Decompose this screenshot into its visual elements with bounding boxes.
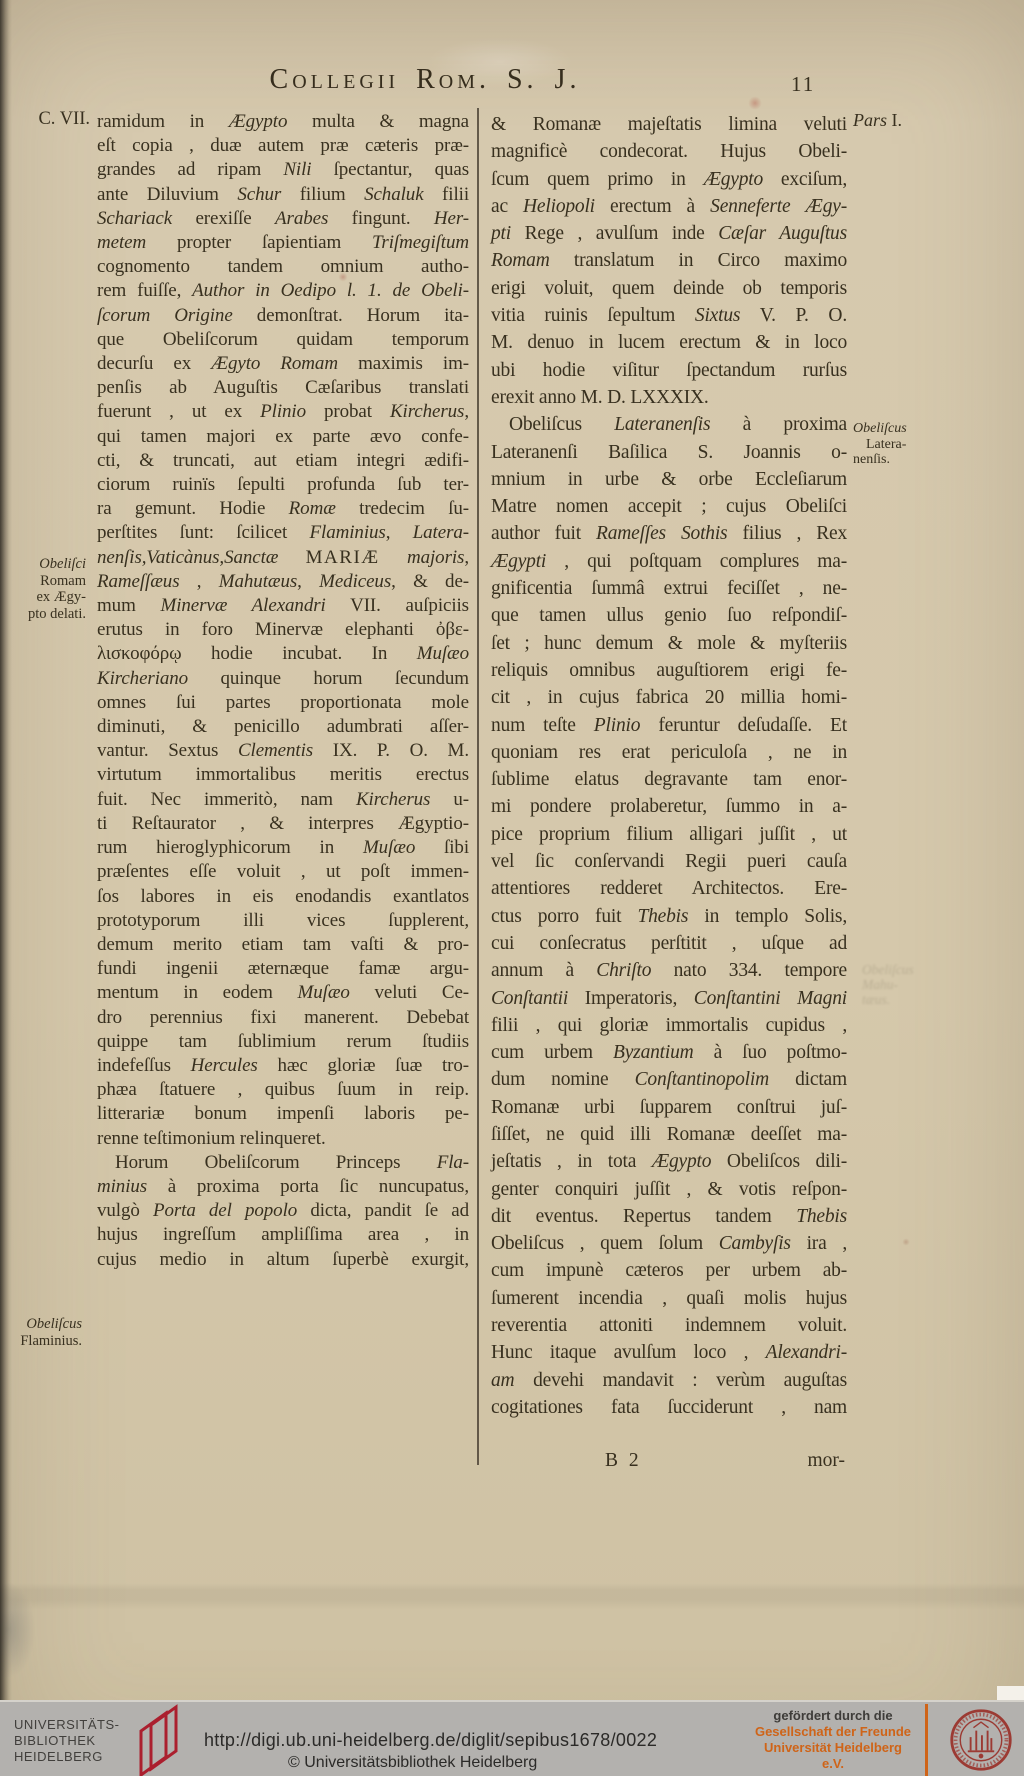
text-line: ſcum quem primo in Ægypto exciſum, xyxy=(491,168,847,190)
text-line: erexit anno M. D. LXXXIX. xyxy=(491,386,709,408)
text-line: renne teſtimonium relinqueret. xyxy=(97,1127,326,1149)
text-line: tæus. xyxy=(862,992,891,1007)
margin-note-obelisci-romam xyxy=(4,556,86,622)
university-seal-icon xyxy=(948,1707,1014,1773)
text-line: eſt copia , duæ autem præ cæteris præ- xyxy=(97,135,469,157)
text-line: minius à proxima porta ſic nuncupatus, xyxy=(97,1175,469,1197)
funding-line: Gesellschaft der Freunde xyxy=(754,1724,912,1739)
library-name xyxy=(14,1717,119,1765)
text-line: pto delati. xyxy=(28,605,86,622)
text-line: Obeliſcus xyxy=(26,1316,82,1332)
text-line: λισκοφόρῳ hodie incubat. In Muſæo xyxy=(97,643,469,665)
text-line: am devehi mandavit : verùm auguſtas xyxy=(491,1369,847,1391)
text-line: ra gemunt. Hodie Romæ tredecim ſu- xyxy=(97,498,470,520)
text-line: attentiores redderet Architectos. Ere- xyxy=(491,878,847,900)
margin-note-bleedthrough xyxy=(862,962,934,1007)
text-line: Obeliſcus xyxy=(862,962,914,977)
text-line: nenſis. xyxy=(853,452,890,467)
text-line: erigi voluit, quem deinde ob temporis xyxy=(491,277,847,299)
text-line: cujus medio in altum ſuperbè exurgit, xyxy=(97,1248,469,1270)
text-line: genter conquiri juſſit , & votis reſpon- xyxy=(491,1178,847,1200)
text-line: Obeliſcus xyxy=(853,421,907,436)
text-line: magnificè condecorat. Hujus Obeli- xyxy=(491,141,847,163)
text-line: reliquis omnibus auguſtiorem erigi fe- xyxy=(491,659,847,681)
library-name-line: BIBLIOTHEK xyxy=(14,1733,96,1748)
text-line: dit eventus. Repertus tandem Thebis xyxy=(491,1205,847,1227)
text-line: & Romanæ majeſtatis limina veluti xyxy=(491,114,847,135)
text-line: cit , in cujus fabrica 20 millia homi- xyxy=(491,687,847,709)
text-line: ſublime elatus degravante tam enor- xyxy=(491,769,847,791)
copyright-line: © Universitätsbibliothek Heidelberg xyxy=(288,1754,538,1771)
text-line: gnificentia ſummâ extrui feciſſet , ne- xyxy=(491,578,847,600)
page-header-title: Collegii Rom. S. J. xyxy=(269,64,581,95)
text-line: ciorum ruinïs ſepulti profunda ſub ter- xyxy=(97,474,469,496)
text-line: ſiſſet, ne quid illi Romanæ deeſſet ma- xyxy=(491,1123,847,1145)
text-line: penſis ab Auguſtis Cæſaribus translati xyxy=(97,377,469,399)
text-line: author fuit Rameſſes Sothis filius , Rex xyxy=(491,523,848,545)
text-line: C. VII. xyxy=(38,109,90,129)
text-line: mentum in eodem Muſæo veluti Ce- xyxy=(97,982,470,1004)
text-column-right xyxy=(491,111,847,1421)
text-line: Romam xyxy=(40,572,86,589)
text-line: mi pondere prolaberetur, ſummo in a- xyxy=(491,796,847,818)
margin-note-chapter xyxy=(26,111,90,128)
signature-mark: B 2 xyxy=(605,1450,642,1471)
text-line: jeſtatis , in tota Ægypto Obeliſcos dili- xyxy=(491,1151,847,1173)
text-line: Lateranenſi Baſilica S. Joannis o- xyxy=(491,441,847,463)
footer-divider xyxy=(925,1704,928,1776)
text-line: cogitationes fata ſucciderunt , nam xyxy=(491,1396,847,1418)
text-line: litterariæ bonum impenſi laboris pe- xyxy=(97,1103,469,1125)
text-line: vantur. Sextus Clementis IX. P. O. M. xyxy=(97,740,469,762)
funding-line: Universität Heidelberg e.V. xyxy=(764,1740,902,1771)
text-line: pti Rege , avulſum inde Cæſar Auguſtus xyxy=(491,223,847,245)
text-line: dro perennius fixi manerent. Debebat xyxy=(97,1006,469,1028)
margin-note-obeliscus-flaminius xyxy=(2,1316,82,1349)
text-line: ac Heliopoli erectum à Senneferte Ægy- xyxy=(491,195,847,217)
text-line: Mahu- xyxy=(862,977,898,992)
text-line: nenſis,Vaticànus,Sanctæ MARIÆ majoris, xyxy=(97,546,469,568)
text-line: cum urbem Byzantium à ſuo poſtmo- xyxy=(491,1042,847,1064)
text-line: dum nomine Conſtantinopolim dictam xyxy=(491,1069,847,1091)
page-number: 11 xyxy=(791,72,816,96)
text-line: que Obeliſcorum quidam temporum xyxy=(97,328,469,350)
margin-note-pars xyxy=(853,112,943,129)
text-line: cum impunè cæteros per urbem ab- xyxy=(491,1260,847,1282)
digitization-url: http://digi.ub.uni-heidelberg.de/diglit/sepibus1678/0022 xyxy=(204,1730,658,1750)
text-line: indefeſſus Hercules hæc gloriæ ſuæ tro- xyxy=(97,1054,469,1076)
text-line: decurſu ex Ægyto Romam maximis im- xyxy=(97,353,469,375)
library-name-line: HEIDELBERG xyxy=(14,1749,103,1764)
text-line: Hunc itaque avulſum loco , Alexandri- xyxy=(491,1342,847,1364)
text-line: diminuti, & penicillo adumbrati aſſer- xyxy=(97,716,469,738)
signature-line xyxy=(491,1450,847,1472)
text-line: num teſte Plinio feruntur deſudaſſe. Et xyxy=(491,714,847,736)
text-line: mnium in urbe & orbe Eccleſiarum xyxy=(491,468,847,490)
text-line: quippe tam ſublimium rerum ſtudiis xyxy=(97,1030,469,1052)
text-line: pice proprium filium alligari juſſit , ut xyxy=(491,823,847,845)
text-line: rum hieroglyphicorum in Muſæo ſibi xyxy=(97,837,469,859)
text-column-left xyxy=(97,110,469,1272)
text-line: ti Reſtaurator , & interpres Ægyptio- xyxy=(97,812,469,834)
text-line: filii , qui gloriæ immortalis cupidus , xyxy=(491,1014,847,1036)
text-line: demum merito etiam tam vaſti & pro- xyxy=(97,933,469,955)
text-line: Kircheriano quinque horum ſecundum xyxy=(97,667,469,689)
text-line: ubi hodie viſitur ſpectandum rurſus xyxy=(491,359,847,381)
text-line: quoniam res erat periculoſa , ne in xyxy=(491,741,847,763)
text-line: ctus porro fuit Thebis in templo Solis, xyxy=(491,905,847,927)
text-line: M. denuo in lucem erectum & in loco xyxy=(491,332,847,354)
margin-note-obeliscus-lateranensis xyxy=(853,421,939,468)
text-line: præſentes eſſe voluit , ut poſt immen- xyxy=(97,861,469,883)
text-line: Obeliſcus , quem ſolum Cambyſis ira , xyxy=(491,1233,847,1255)
text-line: Ægypti , qui poſtquam complures ma- xyxy=(491,550,847,572)
text-line: cui conſecratus perſtitit , uſque ad xyxy=(491,932,847,954)
text-line: virtutum immortalibus meritis erectus xyxy=(97,764,469,786)
text-line: Horum Obeliſcorum Princeps Fla- xyxy=(115,1151,469,1173)
catchword: mor- xyxy=(807,1450,845,1471)
text-line: reverentia attoniti indemnem voluit. xyxy=(491,1315,847,1337)
text-line: Matre nomen accepit ; cujus Obeliſci xyxy=(491,496,847,518)
text-line: qui tamen majori ex parte ævo confe- xyxy=(97,425,469,447)
text-line: Flaminius. xyxy=(20,1332,82,1349)
text-line: annum à Chriſto nato 334. tempore xyxy=(491,960,847,982)
text-line: vulgò Porta del popolo dicta, pandit ſe ad xyxy=(97,1200,470,1222)
column-divider-rule xyxy=(477,108,479,1465)
text-line: ſumerent incendia , quaſi molis hujus xyxy=(491,1287,847,1309)
text-line: perſtites ſunt: ſcilicet Flaminius, Latera- xyxy=(97,522,469,544)
funding-line: gefördert durch die xyxy=(773,1708,893,1723)
text-line: mum Minervæ Alexandri VII. auſpiciis xyxy=(97,595,469,617)
text-line: Conſtantii Imperatoris, Conſtantini Magni xyxy=(491,987,847,1009)
text-line: Romam translatum in Circo maximo xyxy=(491,250,847,272)
text-line: fuit. Nec immeritò, nam Kircherus u- xyxy=(97,788,469,810)
text-line: phæa ſtatuere , quibus ſuum in reip. xyxy=(97,1079,469,1101)
text-line: hujus ingreſſum ampliſſima area , in xyxy=(97,1224,469,1246)
text-line: fundi ingenii æternæque famæ argu- xyxy=(97,958,469,980)
text-line: prototyporum illi vices ſupplerent, xyxy=(97,909,469,931)
text-line: rem fuiſſe, Author in Oedipo l. 1. de Obeli- xyxy=(97,280,470,302)
text-line: ramidum in Ægypto multa & magna xyxy=(97,111,469,132)
funding-credit xyxy=(752,1708,914,1772)
text-line: omnes ſui partes proportionata mole xyxy=(97,691,469,713)
text-line: cognomento tandem omnium autho- xyxy=(97,256,469,278)
text-line: vitia ruinis ſepultum Sixtus V. P. O. xyxy=(491,305,847,327)
text-line: ſos labores in eis enodandis exantlatos xyxy=(97,885,469,907)
text-line: Schariack erexiſſe Arabes fingunt. Her- xyxy=(97,207,469,229)
library-name-line: UNIVERSITÄTS- xyxy=(14,1717,120,1732)
text-line: grandes ad ripam Nili ſpectantur, quas xyxy=(97,159,469,181)
scan-left-edge xyxy=(0,0,12,1700)
text-line: Obeliſci xyxy=(39,556,86,572)
ub-heidelberg-book-logo xyxy=(128,1703,184,1776)
text-line: ex Ægy- xyxy=(36,589,86,605)
text-line: ſcorum Origine demonſtrat. Horum ita- xyxy=(97,304,469,326)
text-line: que tamen ullus genio ſuo reſpondiſ- xyxy=(491,605,847,627)
library-footer-bar xyxy=(0,1700,1024,1776)
text-line: Pars I. xyxy=(853,110,903,130)
text-line: Latera- xyxy=(866,436,907,452)
text-line: metem propter ſapientiam Triſmegiſtum xyxy=(97,232,469,254)
text-line: vel ſic conſervandi Regii pueri cauſa xyxy=(491,851,847,873)
text-line: ante Diluvium Schur filium Schaluk filii xyxy=(97,183,469,205)
text-line: fuerunt , ut ex Plinio probat Kircherus, xyxy=(97,401,469,423)
text-line: Rameſſæus , Mahutæus, Mediceus, & de- xyxy=(97,570,470,592)
text-line: ſet ; hunc demum & mole & myſteriis xyxy=(491,632,847,654)
text-line: Romanæ urbi ſupparem conſtrui juſ- xyxy=(491,1096,847,1118)
text-line: cti, & truncati, aut etiam integri ædifi- xyxy=(97,449,469,471)
text-line: erutus in foro Minervæ elephanti ὀβε- xyxy=(97,619,469,641)
text-line: Obeliſcus Lateranenſis à proxima xyxy=(509,414,848,436)
